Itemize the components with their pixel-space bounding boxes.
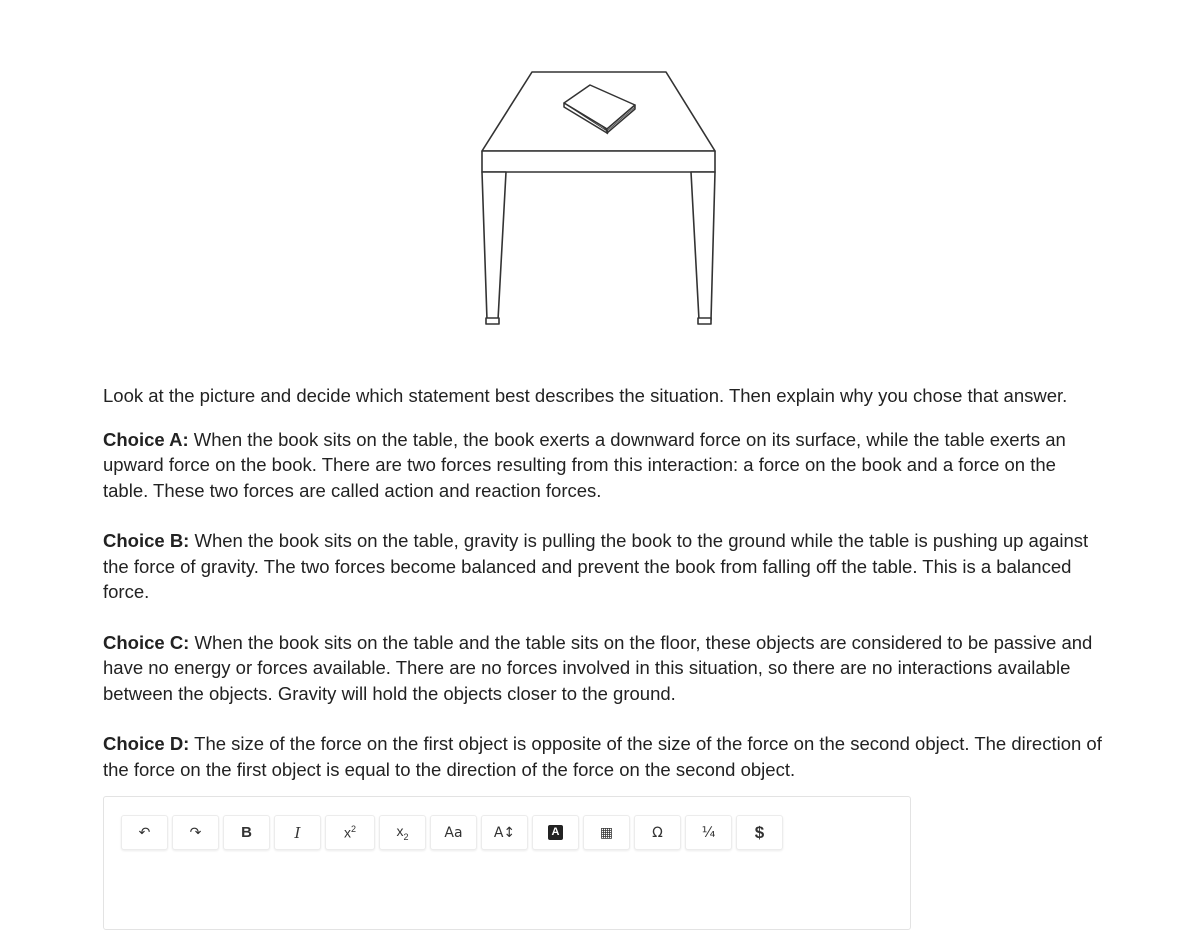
special-char-button[interactable] [634, 815, 681, 850]
question-content [103, 383, 1103, 807]
choice-b-text: When the book sits on the table, gravity is pulling the book to the ground while the table is pushing up against the force of gravity. The two forces become balanced and prevent the book from falling off the table. This is a balanced force. [103, 530, 1089, 602]
subscript-button[interactable] [379, 815, 426, 850]
choice-d-text: The size of the force on the first object is opposite of the size of the force on the second object. The direction of the force on the first object is equal to the direction of the force on the second object. [103, 733, 1102, 780]
font-size-button[interactable] [481, 815, 528, 850]
redo-button[interactable] [172, 815, 219, 850]
undo-button[interactable] [121, 815, 168, 850]
italic-icon: I [294, 823, 301, 842]
currency-button[interactable] [736, 815, 783, 850]
font-case-button[interactable] [430, 815, 477, 850]
font-size-icon: A↕ [493, 824, 516, 841]
question-prompt: Look at the picture and decide which statement best describes the situation. Then explain why you chose that answer. [103, 385, 1068, 406]
fraction-icon: ¼ [701, 824, 716, 841]
text-color-button[interactable] [532, 815, 579, 850]
choice-d-label: Choice D: [103, 733, 190, 754]
undo-icon: ↶ [138, 824, 151, 841]
bold-button[interactable] [223, 815, 270, 850]
choice-b-label: Choice B: [103, 530, 190, 551]
font-case-icon: Aa [444, 824, 463, 841]
choice-a [103, 427, 1103, 504]
superscript-button[interactable] [325, 815, 375, 850]
bold-icon: B [241, 824, 252, 841]
table-button[interactable] [583, 815, 630, 850]
choice-c-text: When the book sits on the table and the table sits on the floor, these objects are considered to be passive and have no energy or forces available. There are no forces involved in this situation, so there are no interactions available between the objects. Gravity will hold the objects closer to the ground. [103, 631, 1093, 704]
redo-icon: ↷ [189, 824, 202, 841]
choice-c-label: Choice C: [103, 631, 190, 653]
choice-a-label: Choice A: [103, 428, 189, 450]
answer-editor[interactable] [103, 796, 911, 930]
fraction-button[interactable] [685, 815, 732, 850]
choice-a-text: When the book sits on the table, the book exerts a downward force on its surface, while the table exerts an upward force on the book. There are two forces resulting from this interaction: a force on the book and a force on the table. These two forces are called action and reaction forces. [103, 428, 1066, 501]
text-color-icon: A [548, 825, 563, 840]
currency-icon: $ [754, 822, 765, 842]
editor-toolbar [121, 815, 783, 850]
table-icon: ▦ [599, 824, 614, 841]
table-with-book-image [470, 62, 730, 332]
choice-c [103, 630, 1103, 707]
special-char-icon: Ω [652, 824, 663, 841]
superscript-icon: $x^2$ [343, 824, 356, 841]
subscript-icon: $x_2$ [396, 823, 409, 842]
choice-b [103, 528, 1103, 605]
italic-button[interactable] [274, 815, 321, 850]
choice-d [103, 731, 1103, 782]
